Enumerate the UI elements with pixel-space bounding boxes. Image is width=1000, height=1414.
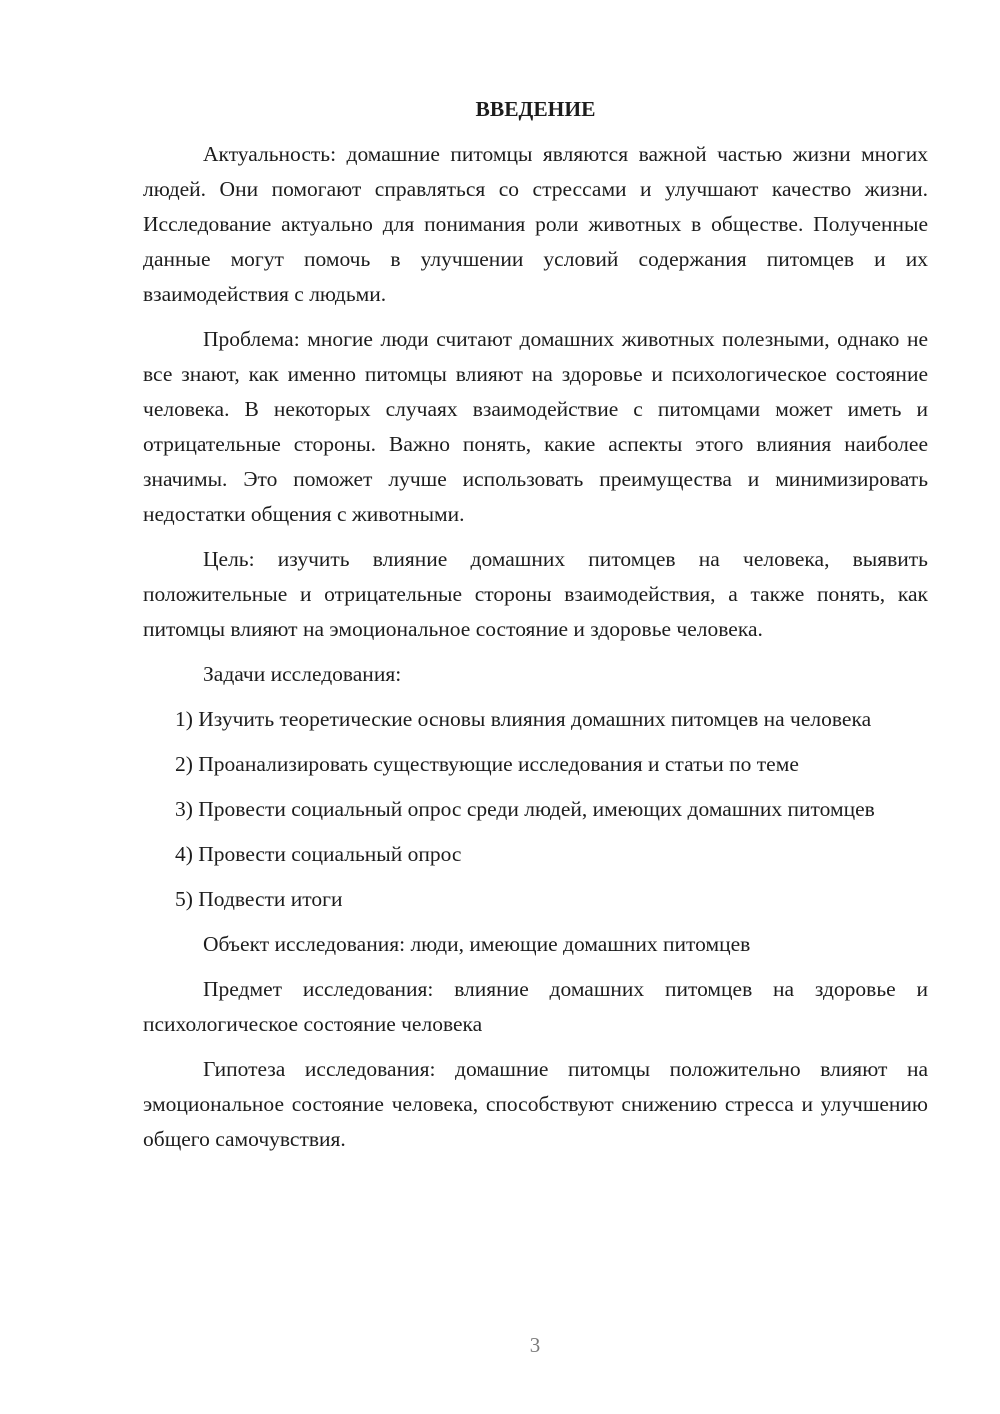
task-item: 4) Провести социальный опрос (175, 842, 462, 866)
task-item: 2) Проанализировать существующие исследования и статьи по теме (175, 752, 799, 776)
goal-paragraph: Цель: изучить влияние домашних питомцев на человека, выявить положительные и отрицательные стороны взаимодействия, а также понять, как питомцы влияют на эмоциональное состояние и здоровье человека. (143, 547, 928, 641)
problem-paragraph: Проблема: многие люди считают домашних животных полезными, однако не все знают, как именно питомцы влияют на здоровье и психологическое состояние человека. В некоторых случаях взаимодействие с питомцами может иметь и отрицательные стороны. Важно понять, какие аспекты этого влияния наиболее значимы. Это поможет лучше использовать преимущества и минимизировать недостатки общения с животными. (143, 327, 928, 526)
object-paragraph: Объект исследования: люди, имеющие домашних питомцев (203, 932, 751, 956)
task-item: 3) Провести социальный опрос среди людей, имеющих домашних питомцев (175, 797, 875, 821)
section-title: ВВЕДЕНИЕ (475, 97, 596, 121)
document-page (143, 92, 928, 1167)
tasks-heading: Задачи исследования: (203, 662, 402, 686)
hypothesis-paragraph: Гипотеза исследования: домашние питомцы положительно влияют на эмоциональное состояние человека, способствуют снижению стресса и улучшению общего самочувствия. (143, 1057, 928, 1151)
task-item: 5) Подвести итоги (175, 887, 343, 911)
relevance-paragraph: Актуальность: домашние питомцы являются важной частью жизни многих людей. Они помогают справляться со стрессами и улучшают качество жизни. Исследование актуально для понимания роли животных в обществе. Полученные данные могут помочь в улучшении условий содержания питомцев и их взаимодействия с людьми. (143, 142, 928, 306)
tasks-list (143, 702, 928, 917)
page-number: 3 (529, 1333, 541, 1357)
subject-paragraph: Предмет исследования: влияние домашних питомцев на здоровье и психологическое состояние человека (143, 977, 928, 1036)
task-item: 1) Изучить теоретические основы влияния домашних питомцев на человека (175, 707, 872, 731)
